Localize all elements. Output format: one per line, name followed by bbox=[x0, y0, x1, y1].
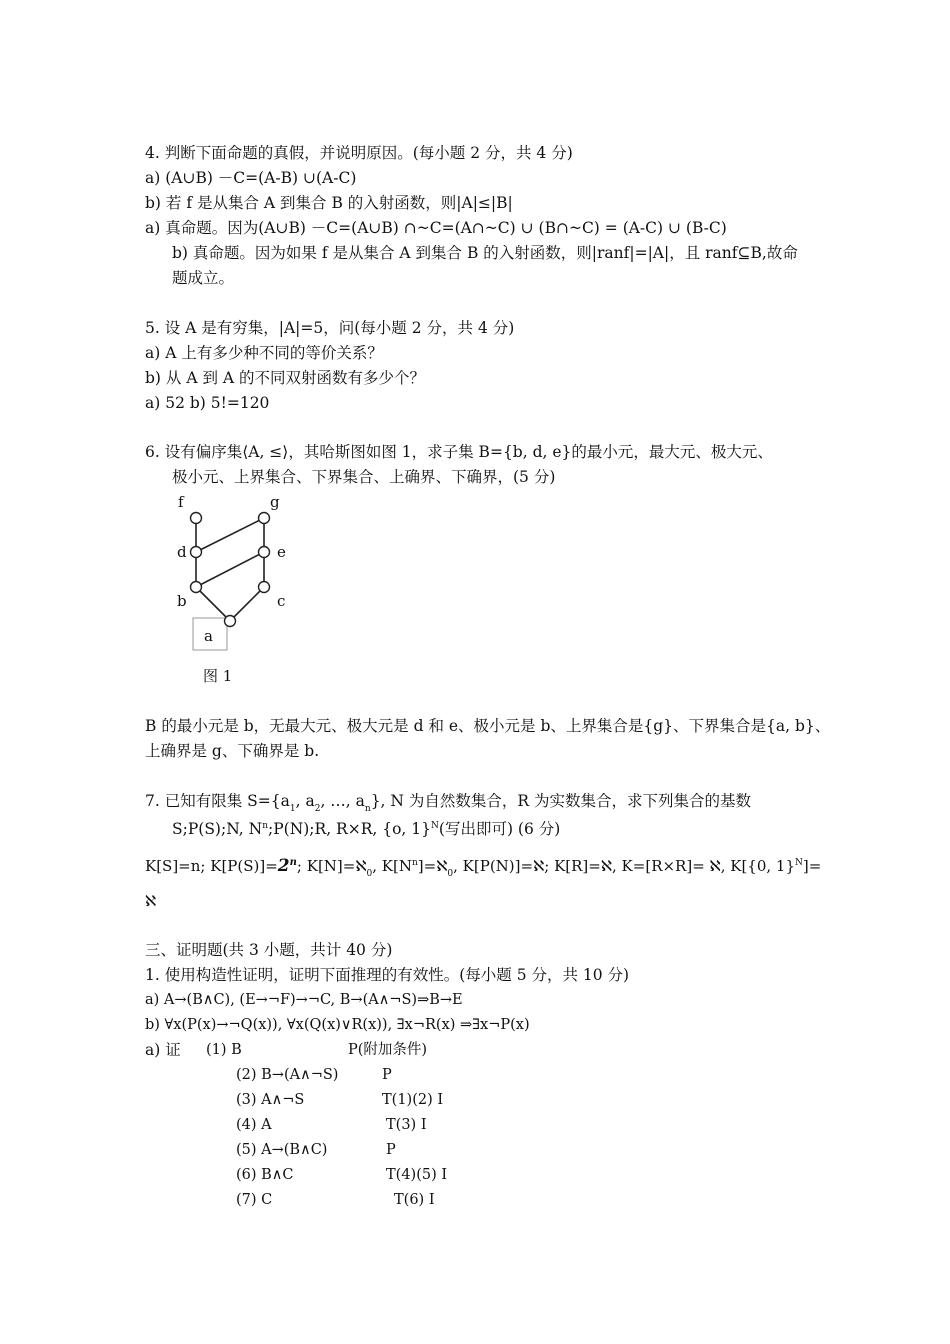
q7-ans-2: 2 bbox=[277, 856, 290, 876]
q4-answer-b: b) 真命题。因为如果 f 是从集合 A 到集合 B 的入射函数，则|ranf|=|A|，且 ranf⊆B,故命 bbox=[172, 244, 798, 262]
q7-ans-sub0a: 0 bbox=[366, 869, 373, 879]
q7-comma1: , a bbox=[295, 792, 315, 810]
label-c: c bbox=[277, 592, 286, 610]
q7-ans-end: ]= bbox=[802, 857, 822, 875]
label-b: b bbox=[177, 592, 187, 610]
proof-reason-1: P(附加条件) bbox=[348, 1042, 428, 1058]
proof-reason-7: T(6) I bbox=[394, 1192, 435, 1208]
q6-answer-cont: 上确界是 g、下确界是 b. bbox=[145, 742, 320, 760]
q7-title bbox=[145, 791, 751, 819]
label-e: e bbox=[277, 543, 286, 561]
proof-step-3: (3) A∧¬S bbox=[236, 1092, 305, 1108]
q7-sub-1: 1 bbox=[289, 804, 296, 814]
q7-line2-sup2: N bbox=[431, 821, 439, 831]
proof-step-1: (1) B bbox=[206, 1042, 242, 1058]
proof-reason-2: P bbox=[382, 1067, 392, 1083]
figure-caption: 图 1 bbox=[203, 667, 233, 685]
q4-title: 4. 判断下面命题的真假，并说明原因。(每小题 2 分，共 4 分) bbox=[145, 144, 573, 162]
q7-ans-mid3: ]=ℵ bbox=[417, 857, 448, 875]
proof-step-7: (7) C bbox=[236, 1192, 273, 1208]
q5-title: 5. 设 A 是有穷集，|A|=5，问(每小题 2 分，共 4 分) bbox=[145, 319, 515, 337]
q7-answer bbox=[145, 853, 821, 884]
edge-b-a bbox=[196, 587, 230, 621]
node-b bbox=[191, 582, 202, 593]
proof-reason-6: T(4)(5) I bbox=[386, 1167, 448, 1183]
section3-item-a: a) A→(B∧C), (E→¬F)→¬C, B→(A∧¬S)⇒B→E bbox=[145, 992, 463, 1008]
q6-answer: B 的最小元是 b，无最大元、极大元是 d 和 e、极小元是 b、上界集合是{g}、下界集合是{a, b}、 bbox=[145, 717, 831, 735]
q7-ans-supn: n bbox=[412, 858, 418, 868]
proof-reason-4: T(3) I bbox=[386, 1117, 427, 1133]
proof-reason-5: P bbox=[386, 1142, 396, 1158]
hasse-diagram bbox=[160, 488, 320, 688]
q7-title-post: }, N 为自然数集合，R 为实数集合，求下列集合的基数 bbox=[370, 792, 751, 810]
q4-answer-b-cont: 题成立。 bbox=[172, 269, 235, 287]
edge-c-a bbox=[230, 587, 264, 621]
label-f: f bbox=[178, 493, 184, 511]
q7-ans-pre: K[S]=n; K[P(S)]= bbox=[145, 857, 278, 875]
q4-answer-a: a) 真命题。因为(A∪B) －C=(A∪B) ∩~C=(A∩~C) ∪ (B∩~C) = (A-C) ∪ (B-C) bbox=[145, 219, 727, 237]
q7-mid: , …, a bbox=[320, 792, 365, 810]
q5-item-a: a) A 上有多少种不同的等价关系？ bbox=[145, 344, 383, 362]
q7-ans-mid1: ; K[N]=ℵ bbox=[296, 857, 367, 875]
edge-d-g bbox=[196, 518, 264, 552]
proof-reason-3: T(1)(2) I bbox=[382, 1092, 444, 1108]
node-f bbox=[191, 513, 202, 524]
q7-answer-aleph: ℵ bbox=[145, 892, 157, 910]
q7-line2-post: (写出即可) (6 分) bbox=[438, 820, 561, 838]
node-e bbox=[259, 547, 270, 558]
proof-head: a) 证 bbox=[145, 1041, 181, 1059]
q7-line2-mid: ;P(N);R, R×R, {o, 1} bbox=[268, 820, 432, 838]
q7-title-pre: 7. 已知有限集 S={a bbox=[145, 792, 290, 810]
q5-answer: a) 52 b) 5!=120 bbox=[145, 394, 270, 412]
q7-ans-sub0b: 0 bbox=[447, 869, 454, 879]
q6-title: 6. 设有偏序集⟨A, ≤⟩，其哈斯图如图 1，求子集 B={b, d, e}的最小元，最大元、极大元、 bbox=[145, 443, 773, 461]
q7-line2-pre: S;P(S);N, N bbox=[172, 820, 263, 838]
label-g: g bbox=[270, 493, 280, 511]
section3-problem1: 1. 使用构造性证明，证明下面推理的有效性。(每小题 5 分，共 10 分) bbox=[145, 966, 630, 984]
label-d: d bbox=[177, 543, 187, 561]
proof-step-4: (4) A bbox=[236, 1117, 272, 1133]
section3-item-b: b) ∀x(P(x)→¬Q(x)), ∀x(Q(x)∨R(x)), ∃x¬R(x) ⇒∃x¬P(x) bbox=[145, 1017, 530, 1033]
node-c bbox=[259, 582, 270, 593]
q6-title-cont: 极小元、上界集合、下界集合、上确界、下确界，(5 分) bbox=[172, 468, 556, 486]
q4-item-b: b) 若 f 是从集合 A 到集合 B 的入射函数，则|A|≤|B| bbox=[145, 194, 513, 212]
node-d bbox=[191, 547, 202, 558]
proof-step-2: (2) B→(A∧¬S) bbox=[236, 1067, 339, 1083]
q7-sub-2: 2 bbox=[314, 804, 321, 814]
q4-item-a: a) (A∪B) －C=(A-B) ∪(A-C) bbox=[145, 169, 357, 187]
q7-ans-supN: N bbox=[795, 858, 803, 868]
q5-item-b: b) 从 A 到 A 的不同双射函数有多少个？ bbox=[145, 369, 425, 387]
proof-step-6: (6) B∧C bbox=[236, 1167, 294, 1183]
q7-ans-mid2: , K[N bbox=[372, 857, 412, 875]
q7-line2-sup: n bbox=[262, 821, 268, 831]
edge-b-e bbox=[196, 552, 264, 587]
q7-ans-rest: , K[P(N)]=ℵ; K[R]=ℵ, K=[R×R]= ℵ, K[{0, 1} bbox=[453, 857, 796, 875]
q7-ans-n: n bbox=[289, 857, 297, 868]
node-g bbox=[259, 513, 270, 524]
q7-title-cont bbox=[172, 816, 560, 839]
q7-sub-n: n bbox=[364, 804, 371, 814]
proof-step-5: (5) A→(B∧C) bbox=[236, 1142, 328, 1158]
section3-title: 三、证明题(共 3 小题，共计 40 分) bbox=[145, 941, 393, 959]
node-a bbox=[225, 616, 236, 627]
label-a: a bbox=[204, 627, 213, 645]
